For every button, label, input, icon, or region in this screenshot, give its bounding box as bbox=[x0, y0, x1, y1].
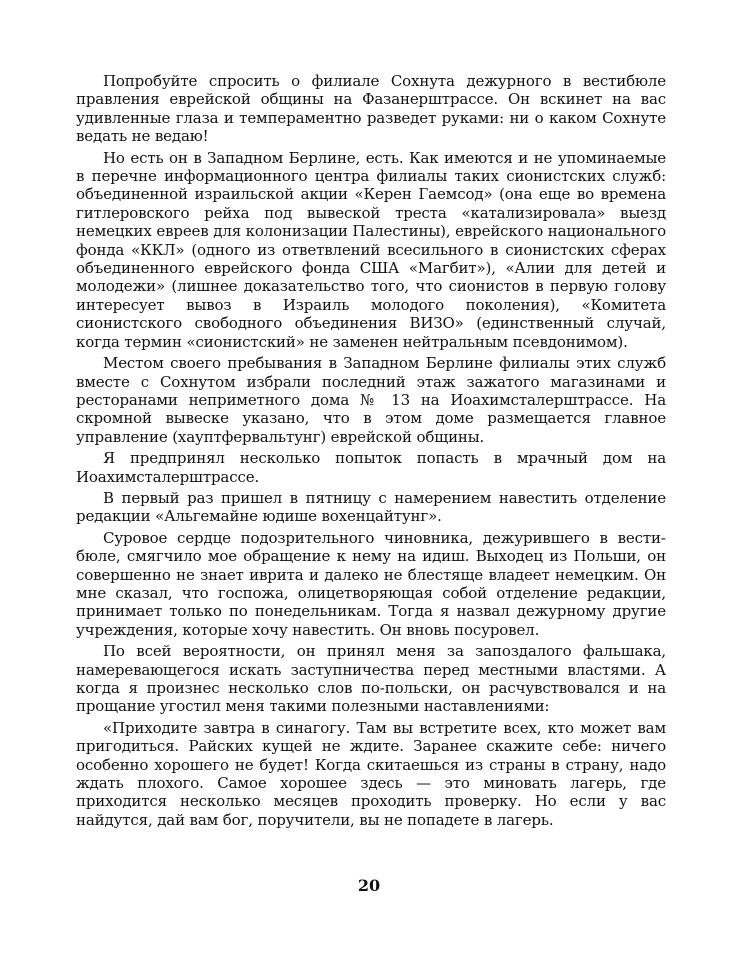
paragraph: Местом своего пребывания в Западном Берлине филиалы этих служб вместе с Сохнутом избрали последний этаж зажатого магазинами и ресторанами неприметного дома № 13 на Иоахимсталерштрассе. На скромной вывеске указано, что в этом доме размещается главное управление (хауптфервальтунг) еврейской общины. bbox=[76, 354, 666, 446]
paragraph: Я предпринял несколько попыток попасть в мрачный дом на Иоахимсталерштрассе. bbox=[76, 449, 666, 486]
paragraph: В первый раз пришел в пятницу с намерением навестить отделение редакции «Альгемайне юдише вохенцайтунг». bbox=[76, 488, 666, 526]
paragraph: Но есть он в Западном Берлине, есть. Как имеются и не упоминаемые в перечне информационного центра филиалы таких сионистских служб: объединенной израильской акции «Керен Гаемсод» (она еще во времена гитлеровского рейха под вывеской треста «катализировала» выезд немецких евреев для колонизации Палестины), еврейского национального фонда «ККЛ» (одного из ответвлений всесильного в сионистских сферах объединенного еврейского фонда США «Магбит»), «Алии для детей и молодежи» (лишнее доказательство того, что сионистов в первую голову интересует вывоз в Израиль молодого поколения), «Комитета сионистского свободного объединения ВИЗО» (единственный случай, когда термин «сионистский» не заменен нейтральным псевдонимом). bbox=[76, 148, 666, 351]
page-number: 20 bbox=[357, 876, 381, 895]
paragraph: Попробуйте спросить о филиале Сохнута дежурного в вестибюле правления еврейской общины на Фазанерштрассе. Он вскинет на вас удивленные глаза и темпераментно разведет руками: ни о каком Сохнуте ведать не ведаю! bbox=[76, 72, 666, 146]
paragraph: Суровое сердце подозрительного чиновника, дежурившего в вестибюле, смягчило мое обращение к нему на идиш. Выходец из Польши, он совершенно не знает иврита и далеко не блестяще владеет немецким. Он мне сказал, что госпожа, олицетворяющая собой отделение редакции, принимает только по понедельникам. Тогда я назвал дежурному другие учреждения, которые хочу навестить. Он вновь посуровел. bbox=[76, 528, 666, 639]
paragraph: «Приходите завтра в синагогу. Там вы встретите всех, кто может вам пригодиться. Райских кущей не ждите. Заранее скажите себе: ничего особенно хорошего не будет! Когда скитаешься из страны в страну, надо ждать плохого. Самое хорошее здесь — это миновать лагерь, где приходится несколько месяцев проходить проверку. Но если у вас найдутся, дай вам бог, поручители, вы не попадете в лагерь. bbox=[76, 718, 666, 829]
paragraph: По всей вероятности, он принял меня за запоздалого фальшака, намеревающегося искать заступничества перед местными властями. А когда я произнес несколько слов по-польски, он расчувствовался и на прощание угостил меня такими полезными наставлениями: bbox=[76, 642, 666, 716]
body-text bbox=[76, 72, 666, 832]
